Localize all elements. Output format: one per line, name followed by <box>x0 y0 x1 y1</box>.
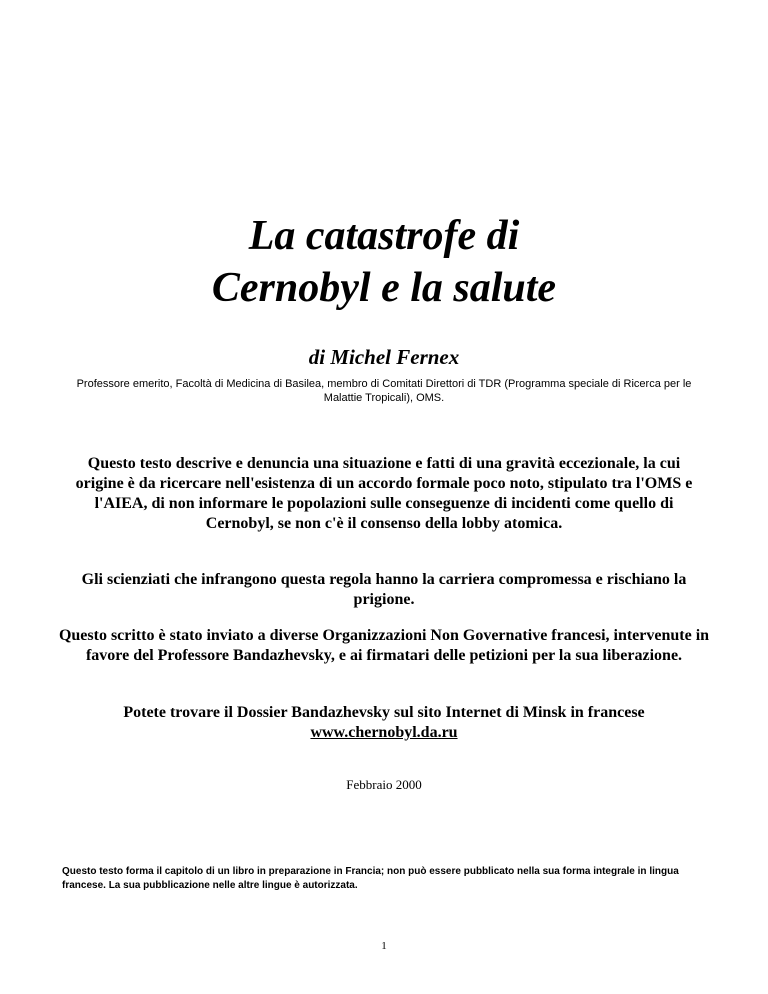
footnote: Questo testo forma il capitolo di un libro in preparazione in Francia; non può essere pubblicato nella sua forma integrale in lingua francese. La sua pubblicazione nelle altre lingue è autorizzata. <box>62 866 679 891</box>
publication-date: Febbraio 2000 <box>346 777 422 792</box>
author-byline: di Michel Fernex <box>308 345 460 369</box>
abstract-paragraph-3: Questo scritto è stato inviato a diverse Organizzazioni Non Governative francesi, intervenute in favore del Professore Bandazhevsky, e ai firmatari delle petizioni per la sua liberazione. <box>58 627 710 664</box>
title-line-2: Cernobyl e la salute <box>211 265 557 311</box>
abstract-paragraph-4 <box>64 703 704 743</box>
abstract-paragraph-2: Gli scienziati che infrangono questa regola hanno la carriera compromessa e rischiano la prigione. <box>81 571 687 608</box>
abstract-paragraph-1: Questo testo descrive e denuncia una situazione e fatti di una gravità eccezionale, la cui origine è da ricercare nell'esistenza di un accordo formale poco noto, stipulato tra l'OMS e l'AIEA, di non informare le popolazioni sulle conseguenze di incidenti come quello di Cernobyl, se non c'è il consenso della lobby atomica. <box>75 455 693 532</box>
title-line-1: La catastrofe di <box>248 213 520 259</box>
chernobyl-site-link[interactable]: www.chernobyl.da.ru <box>310 724 458 741</box>
page-number: 1 <box>381 940 387 952</box>
document-title <box>0 210 768 314</box>
dossier-note: Potete trovare il Dossier Bandazhevsky sul sito Internet di Minsk in francese <box>123 704 645 721</box>
author-affiliation: Professore emerito, Facoltà di Medicina di Basilea, membro di Comitati Direttori di TDR (Programma speciale di Ricerca per le Malattie Tropicali), OMS. <box>76 378 692 404</box>
